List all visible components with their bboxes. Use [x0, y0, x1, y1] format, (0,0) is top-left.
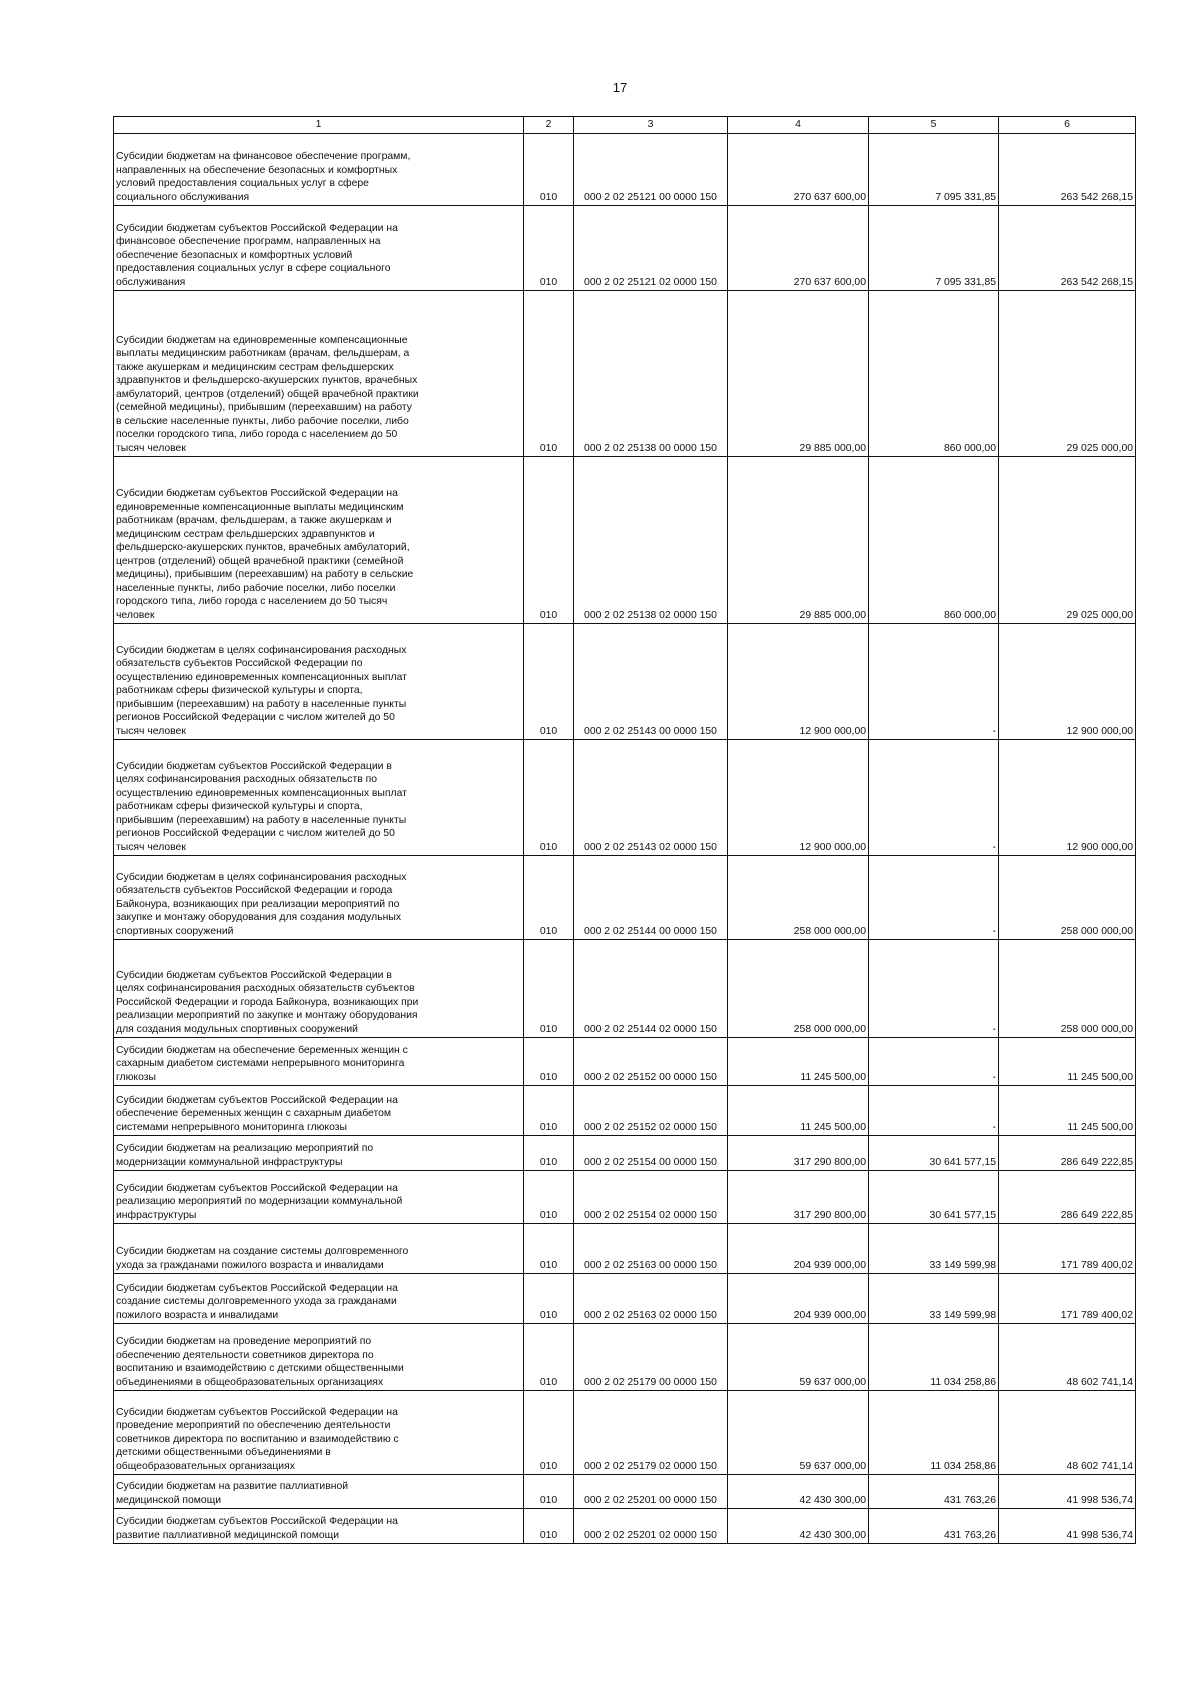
table-row [114, 1136, 1136, 1171]
row-unexecuted: 48 602 741,14 [999, 1324, 1136, 1391]
row-name: Субсидии бюджетам на развитие паллиативной медицинской помощи [114, 1475, 524, 1509]
row-executed: 860 000,00 [869, 457, 999, 624]
column-header: 4 [728, 117, 869, 134]
row-executed: 33 149 599,98 [869, 1224, 999, 1274]
table-row [114, 1324, 1136, 1391]
budget-table [113, 116, 1136, 1544]
row-line-code: 010 [524, 1224, 574, 1274]
row-approved: 12 900 000,00 [728, 740, 869, 856]
row-approved: 29 885 000,00 [728, 457, 869, 624]
table-row [114, 457, 1136, 624]
row-executed: 33 149 599,98 [869, 1274, 999, 1324]
table-row [114, 940, 1136, 1038]
row-unexecuted: 12 900 000,00 [999, 740, 1136, 856]
row-unexecuted: 41 998 536,74 [999, 1509, 1136, 1544]
row-executed: 431 763,26 [869, 1509, 999, 1544]
row-name: Субсидии бюджетам субъектов Российской Федерации на реализацию мероприятий по модернизации коммунальной инфраструктуры [114, 1171, 524, 1224]
row-unexecuted: 263 542 268,15 [999, 134, 1136, 206]
table-row [114, 291, 1136, 457]
row-line-code: 010 [524, 940, 574, 1038]
row-line-code: 010 [524, 457, 574, 624]
row-name: Субсидии бюджетам субъектов Российской Федерации на создание системы долговременного ухода за гражданами пожилого возраста и инвалидами [114, 1274, 524, 1324]
row-name: Субсидии бюджетам субъектов Российской Федерации в целях софинансирования расходных обязательств по осуществлению единовременных компенсационных выплат работникам сферы физической культуры и спорта, прибывшим (переехавшим) на работу в населенные пункты регионов Российской Федерации с числом жителей до 50 тысяч человек [114, 740, 524, 856]
row-line-code: 010 [524, 1274, 574, 1324]
column-header: 1 [114, 117, 524, 134]
row-unexecuted: 41 998 536,74 [999, 1475, 1136, 1509]
row-approved: 317 290 800,00 [728, 1171, 869, 1224]
row-executed: 30 641 577,15 [869, 1136, 999, 1171]
row-approved: 270 637 600,00 [728, 134, 869, 206]
row-budget-code: 000 2 02 25121 00 0000 150 [574, 134, 728, 206]
table-row [114, 1274, 1136, 1324]
row-line-code: 010 [524, 1391, 574, 1475]
row-executed: 431 763,26 [869, 1475, 999, 1509]
row-name: Субсидии бюджетам субъектов Российской Федерации в целях софинансирования расходных обязательств субъектов Российской Федерации и города Байконура, возникающих при реализации мероприятий по закупке и монтажу оборудования для создания модульных спортивных сооружений [114, 940, 524, 1038]
column-header: 6 [999, 117, 1136, 134]
row-executed: - [869, 1086, 999, 1136]
row-approved: 29 885 000,00 [728, 291, 869, 457]
row-approved: 11 245 500,00 [728, 1086, 869, 1136]
row-approved: 258 000 000,00 [728, 940, 869, 1038]
row-approved: 59 637 000,00 [728, 1324, 869, 1391]
row-budget-code: 000 2 02 25152 00 0000 150 [574, 1038, 728, 1086]
row-line-code: 010 [524, 1136, 574, 1171]
table-row [114, 624, 1136, 740]
row-name: Субсидии бюджетам субъектов Российской Федерации на единовременные компенсационные выплаты медицинским работникам (врачам, фельдшерам, а также акушеркам и медицинским сестрам фельдшерских здравпунктов и фельдшерско-акушерских пунктов, врачебных амбулаторий, центров (отделений) общей врачебной практики (семейной медицины), прибывшим (переехавшим) на работу в сельские населенные пункты, либо рабочие поселки, либо поселки городского типа, либо города с населением до 50 тысяч человек [114, 457, 524, 624]
row-approved: 42 430 300,00 [728, 1509, 869, 1544]
row-name: Субсидии бюджетам в целях софинансирования расходных обязательств субъектов Российской Федерации и города Байконура, возникающих при реализации мероприятий по закупке и монтажу оборудования для создания модульных спортивных сооружений [114, 856, 524, 940]
row-unexecuted: 286 649 222,85 [999, 1171, 1136, 1224]
row-budget-code: 000 2 02 25152 02 0000 150 [574, 1086, 728, 1136]
row-name: Субсидии бюджетам на реализацию мероприятий по модернизации коммунальной инфраструктуры [114, 1136, 524, 1171]
row-executed: 7 095 331,85 [869, 134, 999, 206]
row-budget-code: 000 2 02 25121 02 0000 150 [574, 206, 728, 291]
row-unexecuted: 11 245 500,00 [999, 1038, 1136, 1086]
row-executed: 11 034 258,86 [869, 1391, 999, 1475]
row-line-code: 010 [524, 1509, 574, 1544]
row-unexecuted: 258 000 000,00 [999, 856, 1136, 940]
row-approved: 317 290 800,00 [728, 1136, 869, 1171]
row-unexecuted: 171 789 400,02 [999, 1274, 1136, 1324]
row-name: Субсидии бюджетам на финансовое обеспечение программ, направленных на обеспечение безопасных и комфортных условий предоставления социальных услуг в сфере социального обслуживания [114, 134, 524, 206]
row-executed: - [869, 740, 999, 856]
row-line-code: 010 [524, 856, 574, 940]
row-name: Субсидии бюджетам на проведение мероприятий по обеспечению деятельности советников директора по воспитанию и взаимодействию с детскими общественными объединениями в общеобразовательных организациях [114, 1324, 524, 1391]
table-row [114, 134, 1136, 206]
row-executed: - [869, 856, 999, 940]
table-row [114, 1038, 1136, 1086]
row-name: Субсидии бюджетам на единовременные компенсационные выплаты медицинским работникам (врачам, фельдшерам, а также акушеркам и медицинским сестрам фельдшерских здравпунктов и фельдшерско-акушерских пунктов, врачебных амбулаторий, центров (отделений) общей врачебной практики (семейной медицины), прибывшим (переехавшим) на работу в сельские населенные пункты, либо рабочие поселки, либо поселки городского типа, либо города с населением до 50 тысяч человек [114, 291, 524, 457]
row-budget-code: 000 2 02 25144 00 0000 150 [574, 856, 728, 940]
row-unexecuted: 258 000 000,00 [999, 940, 1136, 1038]
row-unexecuted: 286 649 222,85 [999, 1136, 1136, 1171]
row-name: Субсидии бюджетам на обеспечение беременных женщин с сахарным диабетом системами непрерывного мониторинга глюкозы [114, 1038, 524, 1086]
row-budget-code: 000 2 02 25179 00 0000 150 [574, 1324, 728, 1391]
row-unexecuted: 263 542 268,15 [999, 206, 1136, 291]
row-line-code: 010 [524, 1086, 574, 1136]
row-budget-code: 000 2 02 25163 02 0000 150 [574, 1274, 728, 1324]
row-name: Субсидии бюджетам субъектов Российской Федерации на проведение мероприятий по обеспечению деятельности советников директора по воспитанию и взаимодействию с детскими общественными объединениями в общеобразовательных организациях [114, 1391, 524, 1475]
row-unexecuted: 48 602 741,14 [999, 1391, 1136, 1475]
row-executed: 7 095 331,85 [869, 206, 999, 291]
row-executed: 860 000,00 [869, 291, 999, 457]
row-budget-code: 000 2 02 25138 00 0000 150 [574, 291, 728, 457]
table-row [114, 1171, 1136, 1224]
row-budget-code: 000 2 02 25179 02 0000 150 [574, 1391, 728, 1475]
row-line-code: 010 [524, 291, 574, 457]
table-row [114, 1509, 1136, 1544]
page-number: 17 [612, 80, 628, 95]
row-approved: 12 900 000,00 [728, 624, 869, 740]
row-executed: - [869, 940, 999, 1038]
row-name: Субсидии бюджетам на создание системы долговременного ухода за гражданами пожилого возраста и инвалидами [114, 1224, 524, 1274]
table-row [114, 1391, 1136, 1475]
row-budget-code: 000 2 02 25201 00 0000 150 [574, 1475, 728, 1509]
row-executed: 30 641 577,15 [869, 1171, 999, 1224]
row-unexecuted: 29 025 000,00 [999, 291, 1136, 457]
row-name: Субсидии бюджетам субъектов Российской Федерации на обеспечение беременных женщин с сахарным диабетом системами непрерывного мониторинга глюкозы [114, 1086, 524, 1136]
row-approved: 204 939 000,00 [728, 1274, 869, 1324]
table-row [114, 1475, 1136, 1509]
table-row [114, 1224, 1136, 1274]
row-approved: 258 000 000,00 [728, 856, 869, 940]
row-name: Субсидии бюджетам субъектов Российской Федерации на финансовое обеспечение программ, направленных на обеспечение безопасных и комфортных условий предоставления социальных услуг в сфере социального обслуживания [114, 206, 524, 291]
row-line-code: 010 [524, 1475, 574, 1509]
row-line-code: 010 [524, 624, 574, 740]
row-executed: - [869, 1038, 999, 1086]
row-line-code: 010 [524, 206, 574, 291]
row-name: Субсидии бюджетам субъектов Российской Федерации на развитие паллиативной медицинской помощи [114, 1509, 524, 1544]
row-budget-code: 000 2 02 25143 00 0000 150 [574, 624, 728, 740]
row-name: Субсидии бюджетам в целях софинансирования расходных обязательств субъектов Российской Федерации по осуществлению единовременных компенсационных выплат работникам сферы физической культуры и спорта, прибывшим (переехавшим) на работу в населенные пункты регионов Российской Федерации с числом жителей до 50 тысяч человек [114, 624, 524, 740]
row-unexecuted: 171 789 400,02 [999, 1224, 1136, 1274]
row-line-code: 010 [524, 1171, 574, 1224]
row-budget-code: 000 2 02 25154 02 0000 150 [574, 1171, 728, 1224]
row-budget-code: 000 2 02 25138 02 0000 150 [574, 457, 728, 624]
row-line-code: 010 [524, 740, 574, 856]
column-header: 2 [524, 117, 574, 134]
table-row [114, 856, 1136, 940]
row-unexecuted: 12 900 000,00 [999, 624, 1136, 740]
row-budget-code: 000 2 02 25144 02 0000 150 [574, 940, 728, 1038]
row-executed: 11 034 258,86 [869, 1324, 999, 1391]
row-unexecuted: 29 025 000,00 [999, 457, 1136, 624]
row-approved: 204 939 000,00 [728, 1224, 869, 1274]
row-approved: 11 245 500,00 [728, 1038, 869, 1086]
row-line-code: 010 [524, 1038, 574, 1086]
column-header: 5 [869, 117, 999, 134]
table-row [114, 1086, 1136, 1136]
header-row [114, 117, 1136, 134]
row-budget-code: 000 2 02 25154 00 0000 150 [574, 1136, 728, 1171]
row-unexecuted: 11 245 500,00 [999, 1086, 1136, 1136]
row-approved: 59 637 000,00 [728, 1391, 869, 1475]
row-executed: - [869, 624, 999, 740]
table-row [114, 206, 1136, 291]
row-approved: 270 637 600,00 [728, 206, 869, 291]
row-line-code: 010 [524, 134, 574, 206]
row-budget-code: 000 2 02 25163 00 0000 150 [574, 1224, 728, 1274]
row-budget-code: 000 2 02 25201 02 0000 150 [574, 1509, 728, 1544]
row-line-code: 010 [524, 1324, 574, 1391]
row-budget-code: 000 2 02 25143 02 0000 150 [574, 740, 728, 856]
table-row [114, 740, 1136, 856]
column-header: 3 [574, 117, 728, 134]
row-approved: 42 430 300,00 [728, 1475, 869, 1509]
